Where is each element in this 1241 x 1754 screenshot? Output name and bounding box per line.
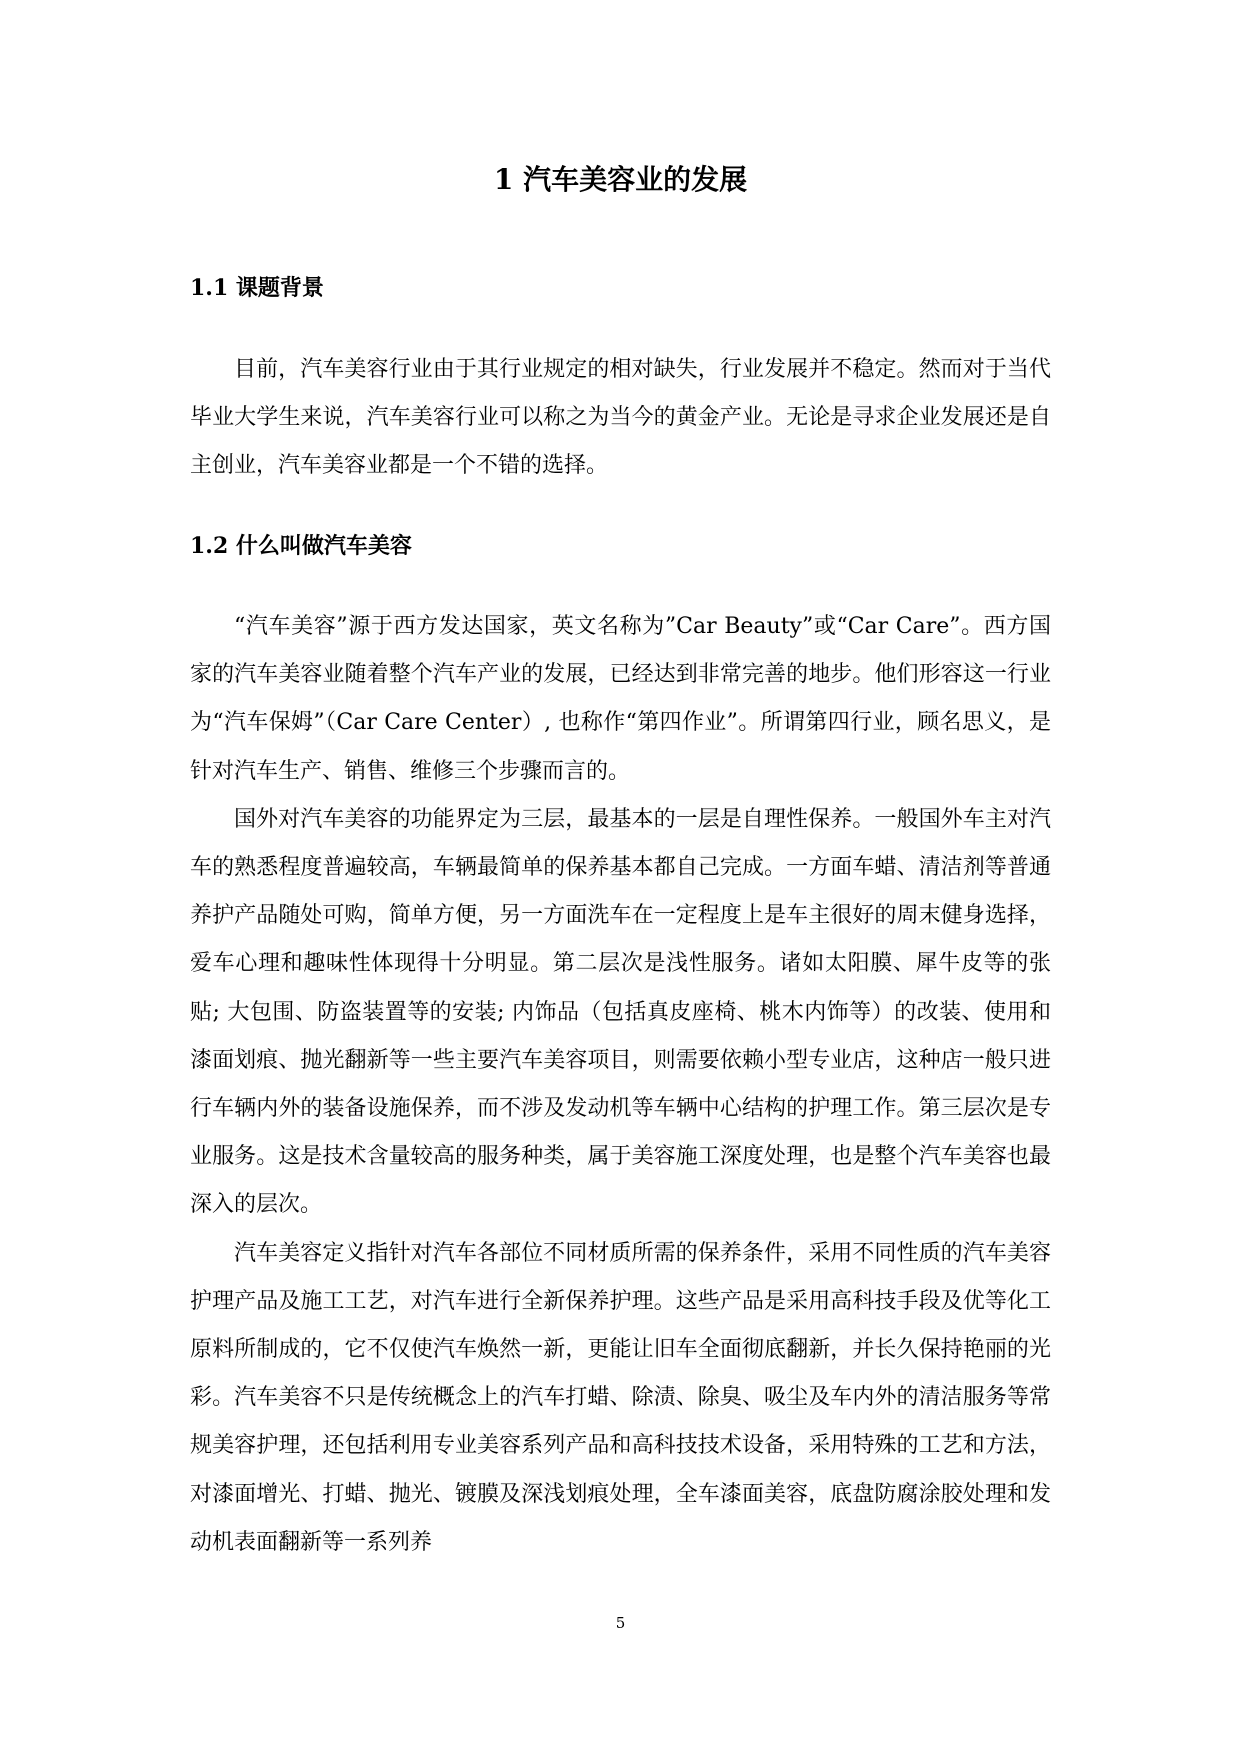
section-heading-background: 1.1 课题背景 (190, 275, 324, 301)
paragraph: 目前，汽车美容行业由于其行业规定的相对缺失，行业发展并不稳定。然而对于当代毕业大学生来说，汽车美容行业可以称之为当今的黄金产业。无论是寻求企业发展还是自主创业，汽车美容业都是一个不错的选择。 (190, 357, 1051, 479)
page-number: 5 (615, 1614, 626, 1632)
section-body-background (190, 346, 1051, 491)
section-body-definition (190, 603, 1051, 1567)
paragraph: “汽车美容”源于西方发达国家，英文名称为”Car Beauty”或“Car Care”。西方国家的汽车美容业随着整个汽车产业的发展，已经达到非常完善的地步。他们形容这一行业为“汽车保姆”（Car Care Center）, 也称作“第四作业”。所谓第四行业，顾名思义，是针对汽车生产、销售、维修三个步骤而言的。 (190, 614, 1051, 784)
paragraph: 汽车美容定义指针对汽车各部位不同材质所需的保养条件，采用不同性质的汽车美容护理产品及施工工艺，对汽车进行全新保养护理。这些产品是采用高科技手段及优等化工原料所制成的，它不仅使汽车焕然一新，更能让旧车全面彻底翻新，并长久保持艳丽的光彩。汽车美容不只是传统概念上的汽车打蜡、除渍、除臭、吸尘及车内外的清洁服务等常规美容护理，还包括利用专业美容系列产品和高科技技术设备，采用特殊的工艺和方法，对漆面增光、打蜡、抛光、镀膜及深浅划痕处理，全车漆面美容，底盘防腐涂胶处理和发动机表面翻新等一系列养 (190, 1240, 1051, 1555)
section-heading-definition: 1.2 什么叫做汽车美容 (190, 533, 412, 559)
paragraph: 国外对汽车美容的功能界定为三层，最基本的一层是自理性保养。一般国外车主对汽车的熟悉程度普遍较高，车辆最简单的保养基本都自己完成。一方面车蜡、清洁剂等普通养护产品随处可购，简单方便，另一方面洗车在一定程度上是车主很好的周末健身选择，爱车心理和趣味性体现得十分明显。第二层次是浅性服务。诸如太阳膜、犀牛皮等的张贴; 大包围、防盗装置等的安装; 内饰品（包括真皮座椅、桃木内饰等）的改装、使用和漆面划痕、抛光翻新等一些主要汽车美容项目，则需要依赖小型专业店，这种店一般只进行车辆内外的装备设施保养，而不涉及发动机等车辆中心结构的护理工作。第三层次是专业服务。这是技术含量较高的服务种类，属于美容施工深度处理，也是整个汽车美容也最深入的层次。 (190, 806, 1051, 1218)
chapter-title: 1 汽车美容业的发展 (493, 163, 748, 196)
